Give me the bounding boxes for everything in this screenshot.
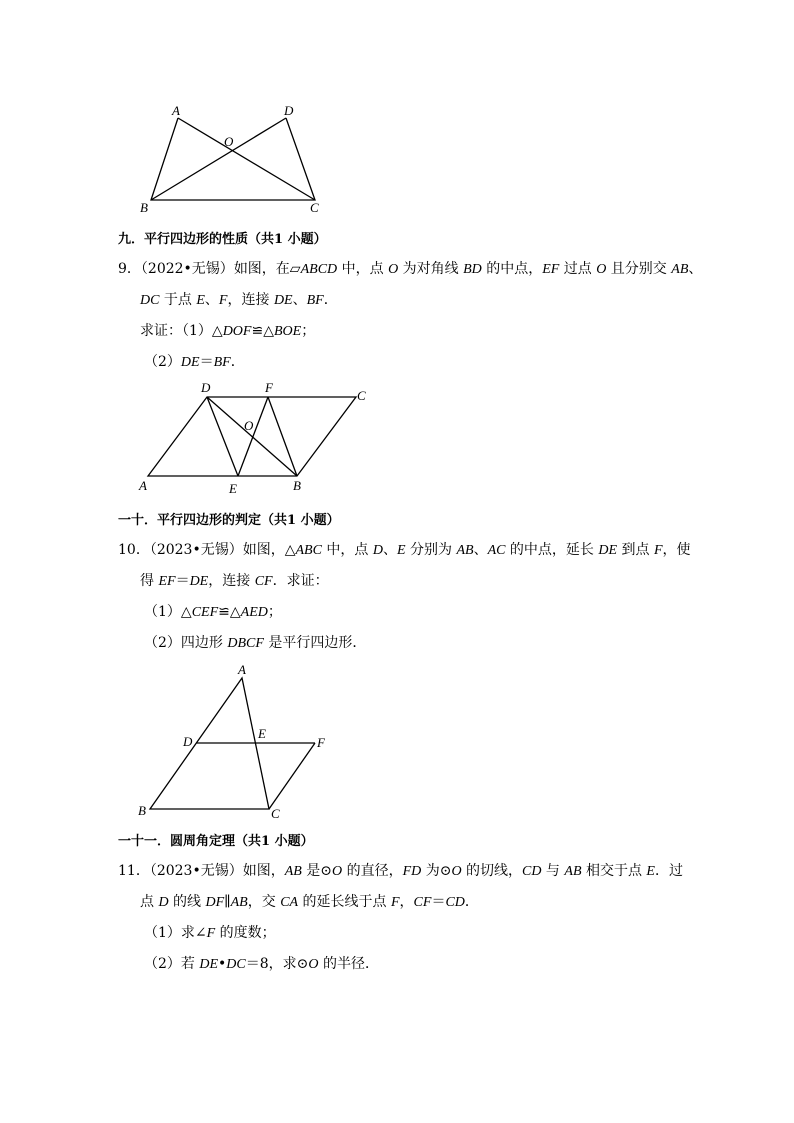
q10-var: F: [653, 543, 663, 558]
q10-var: ABC: [295, 543, 322, 558]
segment-a-c: [178, 118, 315, 200]
q11-text: 的线: [168, 894, 206, 910]
q9-var: AB: [671, 262, 689, 277]
label-c: C: [357, 388, 366, 403]
q10-text: 如图，△: [242, 542, 296, 558]
q9-text: ．: [230, 354, 245, 370]
q11-text: ＝8，求⊙: [245, 956, 309, 972]
q11-text: ，: [399, 894, 414, 910]
q10-var: CEF: [191, 605, 219, 620]
label-b: B: [140, 200, 148, 215]
q9-text: 如图，在▱: [233, 261, 301, 277]
q10-var: AB: [456, 543, 474, 558]
q9-var: BD: [463, 262, 482, 277]
q11-text: 的半径．: [318, 956, 379, 972]
q11-line1: [118, 861, 683, 882]
q10-text: （2）四边形: [144, 635, 228, 651]
q11-var: AB: [284, 864, 302, 879]
q11-text: 的延长线于点: [298, 894, 391, 910]
section-9-heading: 九．平行四边形的性质（共1 小题）: [118, 232, 327, 247]
q9-var: E: [196, 293, 205, 308]
label-e: E: [229, 481, 237, 496]
label-e: E: [258, 726, 266, 741]
q9-text: 过点: [559, 261, 597, 277]
q9-var: DC: [140, 293, 160, 308]
label-a: A: [238, 662, 246, 677]
q10-var: D: [372, 543, 383, 558]
q11-var: CD: [445, 895, 465, 910]
q11-text: •: [218, 956, 227, 972]
segment-f-b: [268, 397, 297, 476]
q11-var: O: [332, 864, 343, 879]
q10-text: ；: [267, 604, 282, 620]
q10-var: EF: [158, 574, 176, 589]
q9-var: EF: [542, 262, 560, 277]
q11-part2: [144, 954, 379, 975]
q10-number: 10．: [118, 542, 150, 558]
label-c: C: [310, 200, 319, 215]
q10-line2: [140, 571, 329, 592]
q10-part1: [144, 602, 282, 623]
q11-var: DC: [226, 957, 246, 972]
label-o: O: [244, 418, 254, 433]
q9-text: ≌△: [251, 323, 274, 339]
label-f: F: [317, 735, 325, 750]
q10-text: 、: [473, 542, 488, 558]
q11-var: D: [158, 895, 169, 910]
label-a: A: [172, 103, 180, 118]
q10-text: ．求证：: [272, 573, 329, 589]
q11-var: O: [451, 864, 462, 879]
q10-source: （2023•无锡）: [149, 542, 243, 558]
q11-var: CF: [413, 895, 432, 910]
q10-text: 、: [382, 542, 397, 558]
q9-text: ；: [301, 323, 316, 339]
q11-var: FD: [402, 864, 422, 879]
q9-var: ABCD: [300, 262, 338, 277]
q10-var: CF: [254, 574, 273, 589]
q11-text: ＝: [431, 894, 446, 910]
q11-text: 的度数；: [215, 925, 276, 941]
q10-text: （1）△: [144, 604, 192, 620]
q9-text: ．: [323, 292, 338, 308]
q11-var: CD: [522, 864, 542, 879]
q9-text: 为对角线: [398, 261, 464, 277]
q10-text: 分别为: [405, 542, 457, 558]
figure-parallelogram-abcd: [0, 375, 794, 500]
q10-var: DE: [598, 543, 618, 558]
q10-var: E: [396, 543, 406, 558]
q11-var: DF: [205, 895, 225, 910]
section-10-heading: 一十．平行四边形的判定（共1 小题）: [118, 513, 340, 528]
q9-var: DE: [273, 293, 293, 308]
q9-text: 、: [292, 292, 307, 308]
q9-var: O: [388, 262, 399, 277]
q11-text: （2）若: [144, 956, 200, 972]
q9-var: BF: [213, 355, 231, 370]
q9-var: F: [218, 293, 228, 308]
q9-var: BF: [306, 293, 324, 308]
q9-var: BOE: [273, 324, 302, 339]
q10-var: AED: [240, 605, 268, 620]
q9-text: （2）: [144, 354, 181, 370]
q11-var: E: [646, 864, 655, 879]
q9-text: 中，点: [337, 261, 389, 277]
q9-text: 、: [204, 292, 219, 308]
q9-source: （2022•无锡）: [140, 261, 234, 277]
q11-var: F: [390, 895, 400, 910]
q9-text: 、: [688, 261, 703, 277]
q10-text: 得: [140, 573, 159, 589]
label-b: B: [138, 803, 146, 818]
label-d: D: [284, 103, 294, 118]
q11-var: AB: [564, 864, 582, 879]
q11-text: 是⊙: [301, 863, 333, 879]
q11-text: 的直径，: [342, 863, 403, 879]
q11-text: 点: [140, 894, 159, 910]
q11-var: DE: [199, 957, 219, 972]
q11-text: ，交: [247, 894, 281, 910]
q9-text: 且分别交: [606, 261, 672, 277]
segment-e-f: [238, 397, 268, 476]
q11-number: 11．: [118, 863, 150, 879]
q9-text: ，连接: [227, 292, 274, 308]
segment-b-d: [207, 397, 297, 476]
q11-text: 的切线，: [461, 863, 523, 879]
q11-text: （1）求∠: [144, 925, 207, 941]
label-b: B: [293, 478, 301, 493]
q9-var: O: [596, 262, 607, 277]
segment-b-d: [151, 118, 286, 200]
q9-text: 于点: [159, 292, 197, 308]
q10-text: 是平行四边形．: [263, 635, 367, 651]
q11-var: O: [308, 957, 319, 972]
q10-var: AC: [487, 543, 506, 558]
q11-line2: [140, 892, 479, 913]
segment-a-b-c-d: [151, 118, 315, 200]
q11-var: F: [206, 926, 216, 941]
q11-text: 为⊙: [421, 863, 452, 879]
q9-prove-1: [140, 321, 315, 342]
q10-var: DE: [189, 574, 209, 589]
q9-var: DOF: [222, 324, 252, 339]
q10-text: ≌△: [218, 604, 241, 620]
q11-text: ．过: [654, 863, 683, 879]
label-d: D: [183, 734, 193, 749]
q11-text: 与: [541, 863, 565, 879]
q10-part2: [144, 633, 366, 654]
label-d: D: [201, 380, 211, 395]
q11-text: 相交于点: [581, 863, 647, 879]
q10-text: 的中点，延长: [505, 542, 599, 558]
q11-var: AB: [230, 895, 248, 910]
q9-text: 求证：（1）△: [140, 323, 223, 339]
q10-text: 到点: [617, 542, 654, 558]
q10-text: ，使: [662, 542, 691, 558]
q11-text: 如图，: [242, 863, 285, 879]
q11-text: ∥: [224, 894, 231, 910]
q9-number: 9．: [118, 261, 141, 277]
label-o: O: [224, 134, 234, 149]
q11-text: ．: [464, 894, 479, 910]
q9-prove-2: [144, 352, 245, 373]
q10-text: ＝: [175, 573, 190, 589]
q10-var: DBCF: [227, 636, 264, 651]
q9-var: DE: [180, 355, 200, 370]
section-11-heading: 一十一．圆周角定理（共1 小题）: [118, 834, 314, 849]
q11-source: （2023•无锡）: [149, 863, 243, 879]
q9-line1: [118, 259, 702, 280]
figure-triangle-abc: [0, 660, 794, 825]
q10-text: ，连接: [208, 573, 255, 589]
segment-f-c: [269, 743, 315, 809]
label-a: A: [139, 478, 147, 493]
label-c: C: [271, 806, 280, 821]
q9-text: ＝: [199, 354, 214, 370]
q10-line1: [118, 540, 691, 561]
q11-part1: [144, 923, 276, 944]
q9-text: 的中点，: [481, 261, 543, 277]
q10-text: 中，点: [321, 542, 373, 558]
label-f: F: [265, 380, 273, 395]
figure-abcdo: [0, 0, 794, 220]
segment-d-e: [207, 397, 238, 476]
q11-var: CA: [280, 895, 299, 910]
q9-line2: [140, 290, 338, 311]
